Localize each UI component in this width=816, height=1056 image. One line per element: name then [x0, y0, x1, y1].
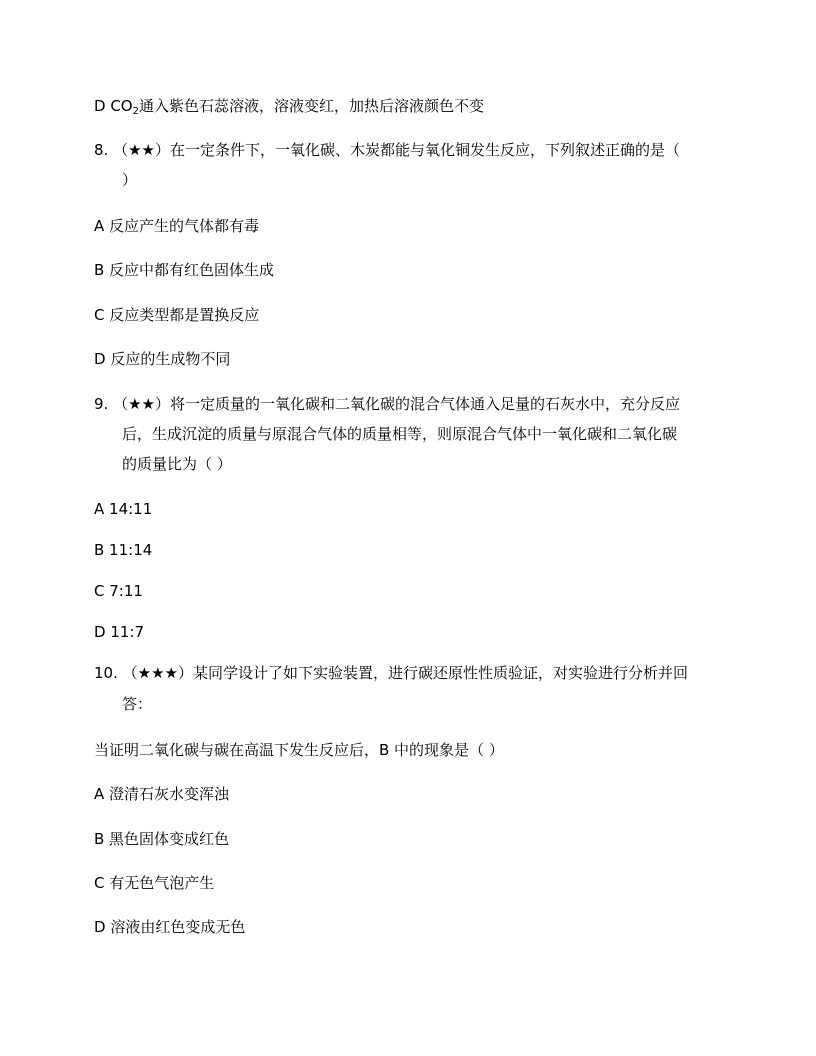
q8-option-d: D 反应的生成物不同 [94, 350, 231, 368]
q10-sub-question: 当证明二氧化碳与碳在高温下发生反应后，B 中的现象是（ ） [94, 741, 504, 759]
q7-option-d-subscript: 2 [132, 106, 139, 117]
q7-option-d [94, 96, 484, 116]
q9-stem-line1: 9. （★★）将一定质量的一氧化碳和二氧化碳的混合气体通入足量的石灰水中，充分反应 [94, 395, 680, 413]
q9-option-d: D 11:7 [94, 623, 145, 641]
q10-option-a: A 澄清石灰水变浑浊 [94, 785, 230, 803]
q8-stem-line2: ） [122, 171, 138, 189]
q10-stem-line2: 答： [122, 695, 153, 713]
q7-option-d-suffix: 通入紫色石蕊溶液，溶液变红，加热后溶液颜色不变 [138, 97, 484, 115]
q9-option-a: A 14:11 [94, 500, 153, 518]
q9-option-b: B 11:14 [94, 541, 153, 559]
q10-stem-line1: 10. （★★★）某同学设计了如下实验装置，进行碳还原性性质验证，对实验进行分析并回 [94, 664, 688, 682]
q9-option-c: C 7:11 [94, 582, 143, 600]
q10-option-b: B 黑色固体变成红色 [94, 830, 230, 848]
q7-option-d-prefix: D CO [94, 97, 133, 115]
q8-stem-line1: 8. （★★）在一定条件下，一氧化碳、木炭都能与氧化铜发生反应，下列叙述正确的是（ [94, 141, 680, 159]
q8-option-c: C 反应类型都是置换反应 [94, 306, 260, 324]
q8-option-a: A 反应产生的气体都有毒 [94, 217, 260, 235]
q8-option-b: B 反应中都有红色固体生成 [94, 261, 275, 279]
q10-option-c: C 有无色气泡产生 [94, 874, 215, 892]
q9-stem-line2: 后，生成沉淀的质量与原混合气体的质量相等，则原混合气体中一氧化碳和二氧化碳 [122, 425, 678, 443]
q9-stem-line3: 的质量比为（ ） [122, 455, 232, 473]
q10-option-d: D 溶液由红色变成无色 [94, 918, 246, 936]
